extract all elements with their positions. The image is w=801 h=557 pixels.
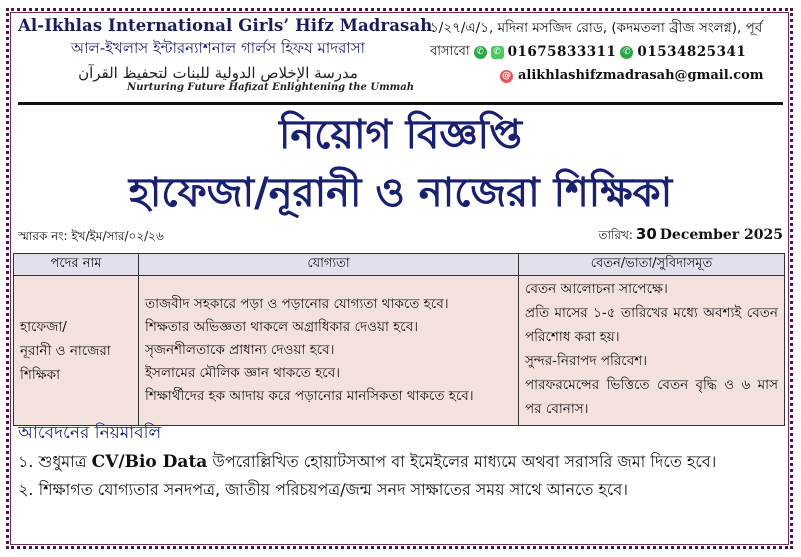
org-name-english: Al-Ikhlas International Girls’ Hifz Madrasah: [18, 16, 433, 35]
qualification-item: সৃজনশীলতাকে প্রাধান্য দেওয়া হবে।: [145, 342, 335, 358]
at-icon: @: [502, 70, 511, 81]
address-line-2: বাসাবো: [430, 44, 470, 59]
notice-title: নিয়োগ বিজ্ঞপ্তি: [278, 112, 522, 158]
application-rules-heading: আবেদনের নিয়মাবলি: [18, 423, 162, 443]
rule-text: ১. শুধুমাত্র: [18, 452, 87, 471]
benefit-item: বেতন আলোচনা সাপেক্ষে।: [525, 281, 668, 297]
reference-number: [18, 228, 164, 248]
qualification-item: ইসলামের মৌলিক জ্ঞান থাকতে হবে।: [145, 365, 341, 381]
notice-date: [598, 225, 783, 247]
position-title: হাফেজা/নূরানী ও নাজেরা শিক্ষিকা: [128, 170, 673, 216]
post-line: হাফেজা/: [20, 318, 67, 335]
letterhead-names: [18, 12, 433, 102]
date-month-year: December 2025: [659, 227, 783, 243]
rule-text: উপরোল্লিখিত হোয়াটসআপ বা ইমেইলের মাধ্যমে অথবা সরাসরি জমা দিতে হবে।: [212, 452, 717, 471]
email-address[interactable]: alikhlashifzmadrasah@gmail.com: [518, 68, 764, 83]
post-name-cell: [14, 276, 139, 426]
tagline: Nurturing Future Hafizat Enlightening the Ummah: [127, 82, 414, 93]
letterhead: [18, 12, 783, 102]
job-details-table: [13, 253, 785, 426]
table-row: [14, 276, 785, 426]
phone-icon: ✆: [474, 46, 487, 59]
phone-number-1[interactable]: 01675833311: [507, 44, 617, 60]
phone-icon: ✆: [620, 46, 633, 59]
rule-emphasis: CV/Bio Data: [91, 452, 208, 472]
org-name-bangla: আল-ইখলাস ইন্টারন্যাশনাল গার্লস হিফয মাদরাসা: [71, 39, 365, 57]
rule-item-2: ২. শিক্ষাগত যোগ্যতার সনদপত্র, জাতীয় পরিচয়পত্র/জন্ম সনদ সাক্ষাতের সময় সাথে আনতে হবে।: [18, 480, 628, 499]
benefits-cell: [519, 276, 785, 426]
contact-email: [430, 64, 783, 88]
reference-label: স্মারক নং:: [18, 229, 68, 243]
date-day: 30: [635, 225, 657, 243]
header-post-name: পদের নাম: [14, 254, 139, 276]
qualification-item: শিক্ষার্থীদের হক আদায় করে পড়ানোর মানসিকতা থাকতে হবে।: [145, 388, 474, 404]
address-line-1: ১/২৭/এ/১, মদিনা মসজিদ রোড, (কদমতলা ব্রীজ সংলগ্ন), পূর্ব: [430, 20, 763, 36]
org-name-arabic: مدرسة الإخلاص الدولية للبنات لتحفيظ القرآن: [78, 64, 358, 82]
post-line: নূরানী ও নাজেরা: [20, 342, 111, 359]
phone-number-2[interactable]: 01534825341: [637, 44, 747, 60]
rule-item-1: [18, 448, 783, 476]
header-divider: [18, 102, 783, 105]
benefit-item: প্রতি মাসের ১-৫ তারিখের মধ্যে অবশ্যই বেতন পরিশোধ করা হয়।: [525, 305, 778, 345]
date-label: তারিখ:: [598, 228, 633, 242]
benefit-item: পারফরমেন্সের ভিত্তিতে বেতন বৃদ্ধি ও ৬ মাস পর বোনাস।: [525, 377, 778, 417]
qualification-item: শিক্ষতার অভিজ্ঞতা থাকলে অগ্রাধিকার দেওয়া হবে।: [145, 319, 419, 335]
table-header-row: [14, 254, 785, 276]
whatsapp-icon: ✆: [491, 46, 504, 59]
application-rules: [18, 448, 783, 503]
letterhead-contact: [430, 16, 783, 88]
reference-value: ইখ/ইম/সার/০২/২৬: [71, 229, 164, 243]
qualification-item: তাজবীদ সহকারে পড়া ও পড়ানোর যোগ্যতা থাকতে হবে।: [145, 296, 449, 312]
qualification-cell: [139, 276, 519, 426]
header-salary-benefits: বেতন/ভাতা/সুবিদাসমূত: [519, 254, 785, 276]
header-qualification: যোগ্যতা: [139, 254, 519, 276]
benefit-item: সুন্দর-নিরাপদ পরিবেশ।: [525, 353, 648, 369]
post-line: শিক্ষিকা: [20, 366, 61, 383]
contact-phones: [430, 40, 783, 64]
